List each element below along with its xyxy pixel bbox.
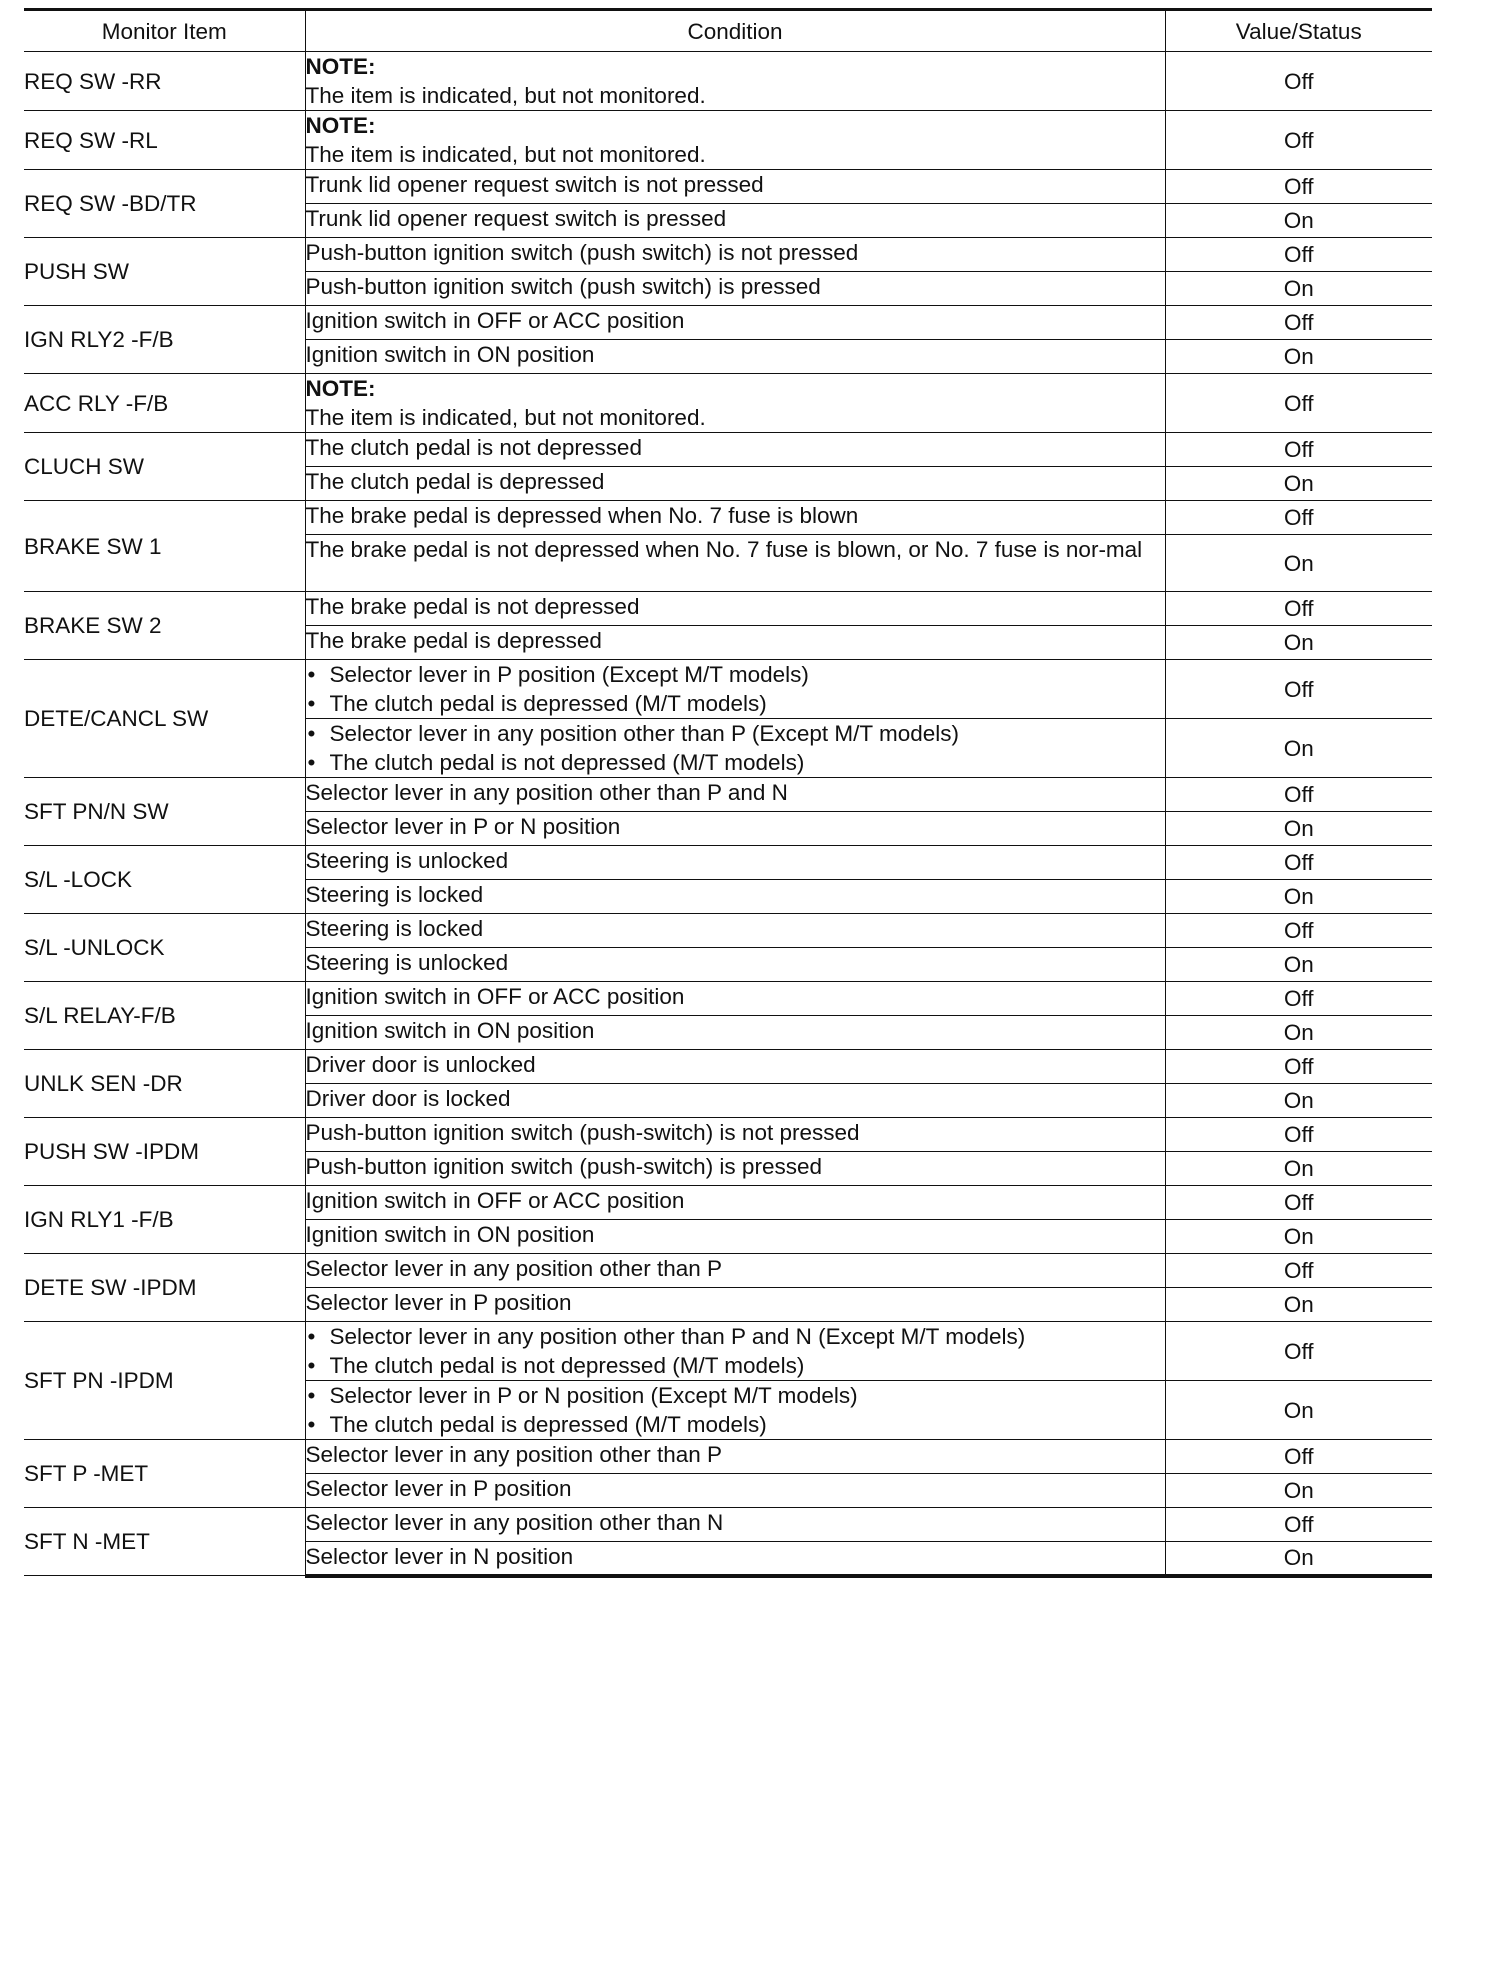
table-row (24, 501, 1432, 535)
table-row (24, 1186, 1432, 1220)
monitor-item-cell: DETE SW -IPDM (24, 1254, 305, 1322)
monitor-item-cell: BRAKE SW 1 (24, 501, 305, 592)
monitor-item-cell: S/L -UNLOCK (24, 914, 305, 982)
condition-cell: The brake pedal is depressed (305, 626, 1165, 660)
condition-cell: Selector lever in N position (305, 1542, 1165, 1576)
value-status-cell: On (1165, 812, 1432, 846)
header-condition: Condition (305, 10, 1165, 52)
monitor-item-cell: S/L -LOCK (24, 846, 305, 914)
condition-cell: Trunk lid opener request switch is pressed (305, 204, 1165, 238)
value-status-cell: On (1165, 272, 1432, 306)
table-row (24, 846, 1432, 880)
value-status-cell: On (1165, 626, 1432, 660)
table-row (24, 1254, 1432, 1288)
value-status-cell: On (1165, 340, 1432, 374)
value-status-cell: Off (1165, 846, 1432, 880)
value-status-cell: Off (1165, 1254, 1432, 1288)
condition-cell: The brake pedal is not depressed when No. 7 fuse is blown, or No. 7 fuse is nor-mal (305, 535, 1165, 592)
condition-cell: Ignition switch in OFF or ACC position (305, 982, 1165, 1016)
table-header (24, 10, 1432, 52)
value-status-cell: On (1165, 535, 1432, 592)
monitor-item-cell: SFT P -MET (24, 1440, 305, 1508)
value-status-cell: Off (1165, 374, 1432, 433)
monitor-item-cell: S/L RELAY-F/B (24, 982, 305, 1050)
value-status-cell: Off (1165, 1440, 1432, 1474)
condition-cell: Selector lever in any position other than P (305, 1440, 1165, 1474)
table-row (24, 1508, 1432, 1542)
condition-cell: Steering is unlocked (305, 948, 1165, 982)
header-monitor-item: Monitor Item (24, 10, 305, 52)
table-row (24, 778, 1432, 812)
condition-cell: Driver door is unlocked (305, 1050, 1165, 1084)
condition-cell (305, 1322, 1165, 1381)
value-status-cell: Off (1165, 501, 1432, 535)
table-row (24, 592, 1432, 626)
note-text: The item is indicated, but not monitored. (305, 142, 706, 167)
value-status-cell: Off (1165, 1322, 1432, 1381)
condition-cell: Push-button ignition switch (push switch) is not pressed (305, 238, 1165, 272)
monitor-item-cell: IGN RLY1 -F/B (24, 1186, 305, 1254)
value-status-cell: On (1165, 204, 1432, 238)
monitor-item-cell: REQ SW -RR (24, 52, 305, 111)
condition-cell: Steering is unlocked (305, 846, 1165, 880)
condition-cell (305, 660, 1165, 719)
note-label: NOTE: (305, 54, 376, 79)
value-status-cell: On (1165, 1474, 1432, 1508)
table-row (24, 1440, 1432, 1474)
value-status-cell: Off (1165, 660, 1432, 719)
condition-cell (305, 52, 1165, 111)
condition-cell: Push-button ignition switch (push-switch) is pressed (305, 1152, 1165, 1186)
value-status-cell: Off (1165, 914, 1432, 948)
monitor-item-cell: PUSH SW (24, 238, 305, 306)
condition-cell: Selector lever in any position other than P and N (305, 778, 1165, 812)
condition-cell: Trunk lid opener request switch is not pressed (305, 170, 1165, 204)
header-row (24, 10, 1432, 52)
value-status-cell: On (1165, 880, 1432, 914)
table-row (24, 433, 1432, 467)
monitor-item-table (24, 8, 1432, 1578)
condition-cell: Ignition switch in ON position (305, 1220, 1165, 1254)
monitor-item-cell: IGN RLY2 -F/B (24, 306, 305, 374)
value-status-cell: Off (1165, 1508, 1432, 1542)
condition-cell: Selector lever in P position (305, 1288, 1165, 1322)
note-text: The item is indicated, but not monitored. (305, 83, 706, 108)
value-status-cell: Off (1165, 52, 1432, 111)
monitor-item-cell: UNLK SEN -DR (24, 1050, 305, 1118)
bullet-item: • The clutch pedal is not depressed (M/T models) (306, 1351, 1165, 1380)
monitor-item-cell: REQ SW -BD/TR (24, 170, 305, 238)
note-label: NOTE: (305, 113, 376, 138)
condition-cell: Ignition switch in OFF or ACC position (305, 1186, 1165, 1220)
monitor-item-cell: CLUCH SW (24, 433, 305, 501)
table-row (24, 170, 1432, 204)
table-row (24, 374, 1432, 433)
value-status-cell: Off (1165, 1186, 1432, 1220)
condition-cell: Ignition switch in ON position (305, 1016, 1165, 1050)
monitor-item-cell: SFT N -MET (24, 1508, 305, 1576)
monitor-item-cell: SFT PN/N SW (24, 778, 305, 846)
bullet-item: • The clutch pedal is depressed (M/T models) (306, 1410, 1165, 1439)
condition-cell (305, 1381, 1165, 1440)
bullet-list (306, 660, 1165, 718)
monitor-item-cell: SFT PN -IPDM (24, 1322, 305, 1440)
table-row (24, 111, 1432, 170)
bullet-item: • Selector lever in P or N position (Except M/T models) (306, 1381, 1165, 1410)
value-status-cell: Off (1165, 306, 1432, 340)
condition-cell: Selector lever in P position (305, 1474, 1165, 1508)
value-status-cell: On (1165, 1288, 1432, 1322)
value-status-cell: Off (1165, 1118, 1432, 1152)
bullet-item: • Selector lever in P position (Except M/T models) (306, 660, 1165, 689)
condition-cell: Push-button ignition switch (push-switch) is not pressed (305, 1118, 1165, 1152)
condition-cell: Ignition switch in ON position (305, 340, 1165, 374)
header-value-status: Value/Status (1165, 10, 1432, 52)
value-status-cell: Off (1165, 1050, 1432, 1084)
condition-cell: The clutch pedal is not depressed (305, 433, 1165, 467)
monitor-item-cell: ACC RLY -F/B (24, 374, 305, 433)
monitor-item-cell: PUSH SW -IPDM (24, 1118, 305, 1186)
condition-cell: Selector lever in any position other than N (305, 1508, 1165, 1542)
table-row (24, 238, 1432, 272)
bullet-item: • Selector lever in any position other than P and N (Except M/T models) (306, 1322, 1165, 1351)
value-status-cell: Off (1165, 982, 1432, 1016)
value-status-cell: On (1165, 467, 1432, 501)
monitor-item-cell: BRAKE SW 2 (24, 592, 305, 660)
bullet-list (306, 1322, 1165, 1380)
condition-cell (305, 111, 1165, 170)
condition-cell: The brake pedal is not depressed (305, 592, 1165, 626)
table-row (24, 1118, 1432, 1152)
value-status-cell: On (1165, 1084, 1432, 1118)
monitor-item-cell: REQ SW -RL (24, 111, 305, 170)
value-status-cell: Off (1165, 592, 1432, 626)
value-status-cell: On (1165, 1152, 1432, 1186)
table-row (24, 1322, 1432, 1381)
value-status-cell: Off (1165, 170, 1432, 204)
note-text: The item is indicated, but not monitored. (305, 405, 706, 430)
value-status-cell: Off (1165, 238, 1432, 272)
value-status-cell: On (1165, 1016, 1432, 1050)
condition-cell: The brake pedal is depressed when No. 7 fuse is blown (305, 501, 1165, 535)
table-row (24, 660, 1432, 719)
value-status-cell: On (1165, 1220, 1432, 1254)
table-row (24, 914, 1432, 948)
value-status-cell: On (1165, 1381, 1432, 1440)
value-status-cell: Off (1165, 778, 1432, 812)
value-status-cell: Off (1165, 111, 1432, 170)
table-row (24, 306, 1432, 340)
bullet-list (306, 1381, 1165, 1439)
condition-cell: Selector lever in P or N position (305, 812, 1165, 846)
monitor-item-cell: DETE/CANCL SW (24, 660, 305, 778)
table-body (24, 52, 1432, 1576)
value-status-cell: On (1165, 948, 1432, 982)
table-row (24, 982, 1432, 1016)
value-status-cell: On (1165, 1542, 1432, 1576)
condition-cell: The clutch pedal is depressed (305, 467, 1165, 501)
bullet-item: • The clutch pedal is depressed (M/T models) (306, 689, 1165, 718)
table-row (24, 1050, 1432, 1084)
condition-cell (305, 374, 1165, 433)
condition-cell (305, 719, 1165, 778)
note-label: NOTE: (305, 376, 376, 401)
condition-cell: Steering is locked (305, 880, 1165, 914)
condition-cell: Driver door is locked (305, 1084, 1165, 1118)
bullet-item: • Selector lever in any position other than P (Except M/T models) (306, 719, 1165, 748)
value-status-cell: Off (1165, 433, 1432, 467)
value-status-cell: On (1165, 719, 1432, 778)
table-row (24, 52, 1432, 111)
condition-cell: Push-button ignition switch (push switch) is pressed (305, 272, 1165, 306)
condition-cell: Ignition switch in OFF or ACC position (305, 306, 1165, 340)
condition-cell: Steering is locked (305, 914, 1165, 948)
bullet-list (306, 719, 1165, 777)
bullet-item: • The clutch pedal is not depressed (M/T models) (306, 748, 1165, 777)
condition-cell: Selector lever in any position other than P (305, 1254, 1165, 1288)
